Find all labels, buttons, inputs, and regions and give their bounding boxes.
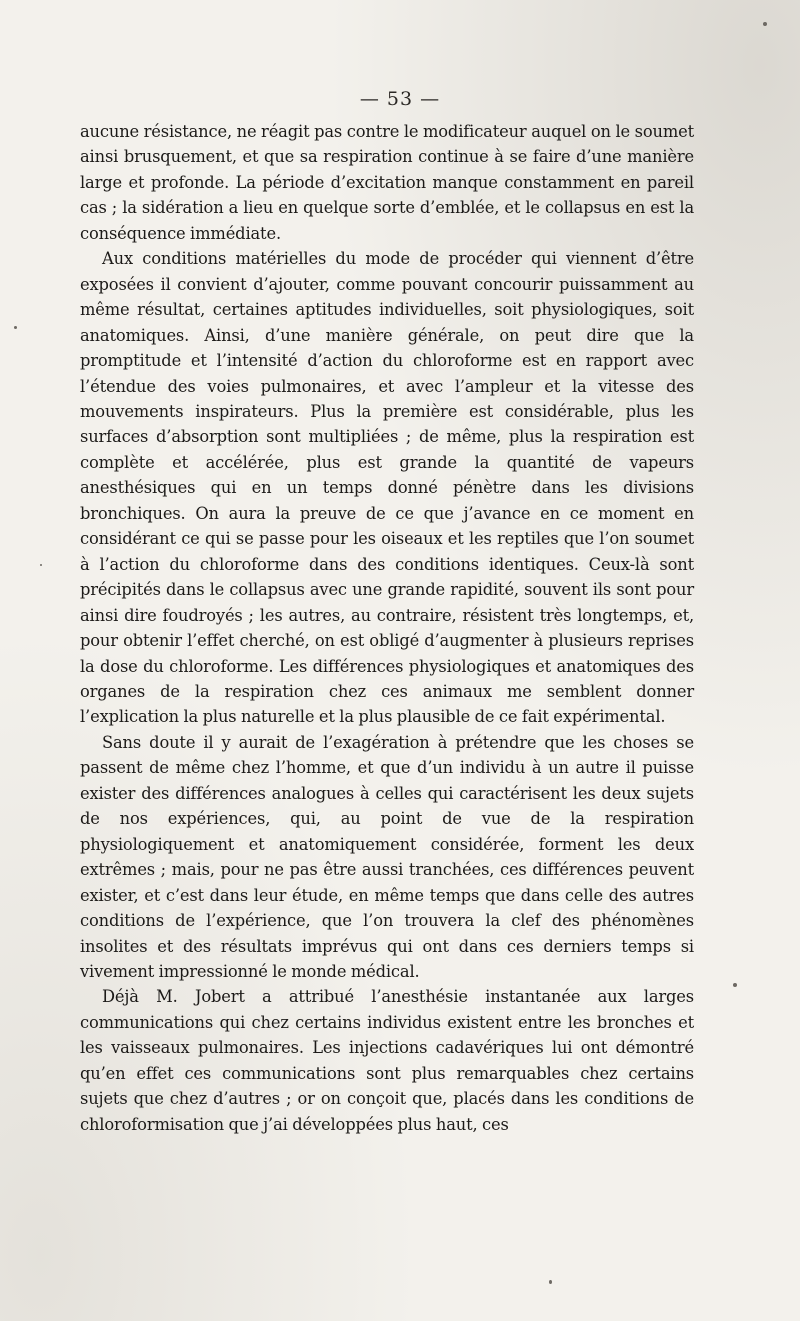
scan-speck — [14, 326, 17, 329]
scan-speck — [40, 564, 42, 566]
paragraph-3: Sans doute il y aurait de l’exagération à prétendre que les choses se passent de même chez l’homme, et que d’un individu à un autre il puisse exister des différences analogues à celles qui caractérisent les deux sujets de nos expériences, qui, au point de vue de la respiration physiologiquement et anatomiquement considérée, forment les deux extrêmes ; mais, pour ne pas être aussi tranchées, ces différences peuvent exister, et c’est dans leur étude, en même temps que dans celle des autres conditions de l’expérience, que l’on trouvera la clef des phénomènes insolites et des résultats imprévus qui ont dans ces derniers temps si vivement impressionné le monde médical. — [80, 732, 694, 981]
paragraph-2: Aux conditions matérielles du mode de procéder qui viennent d’être exposées il convient d’ajouter, comme pouvant concourir puissamment au même résultat, certaines aptitudes individuelles, soit physiologiques, soit anatomiques. Ainsi, d’une manière générale, on peut dire que la promptitude et l’intensité d’action du chloroforme est en rapport avec l’étendue des voies pulmonaires, et avec l’ampleur et la vitesse des mouvements inspirateurs. Plus la première est considérable, plus les surfaces d’absorption sont multipliées ; de même, plus la respiration est complète et accélérée, plus est grande la quantité de vapeurs anesthésiques qui en un temps donné pénètre dans les divisions bronchiques. On aura la preuve de ce que j’avance en ce moment en considérant ce qui se passe pour les oiseaux et les reptiles que l’on soumet à l’action du chloroforme dans des conditions identiques. Ceux-là sont précipités dans le collapsus avec une grande rapidité, souvent ils sont pour ainsi dire foudroyés ; les autres, au contraire, résistent très longtemps, et, pour obtenir l’effet cherché, on est obligé d’augmenter à plusieurs reprises la dose du chloroforme. Les différences physiologiques et anatomiques des organes de la respiration chez ces animaux me semblent donner l’explication la plus naturelle et la plus plausible de ce fait expérimental. — [80, 249, 694, 727]
paragraph-4: Déjà M. Jobert a attribué l’anesthésie instantanée aux larges communications qui chez certains individus existent entre les bronches et les vaisseaux pulmonaires. Les injections cadavériques lui ont démontré qu’en effet ces communications sont plus remarquables chez certains sujets que chez d’autres ; or on conçoit que, placés dans les conditions de chloroformisation que j’ai développées plus haut, ces — [80, 987, 694, 1134]
scan-speck — [763, 22, 767, 26]
page-number: — 53 — — [359, 88, 441, 110]
scan-speck — [733, 983, 737, 987]
paragraph-1: aucune résistance, ne réagit pas contre le modificateur auquel on le soumet ainsi brusquement, et que sa respiration continue à se faire d’une manière large et profonde. La période d’excitation manque constamment en pareil cas ; la sidération a lieu en quelque sorte d’emblée, et le collapsus en est la conséquence immédiate. — [80, 122, 694, 243]
body-text — [80, 119, 694, 1137]
scan-speck — [549, 1280, 552, 1284]
